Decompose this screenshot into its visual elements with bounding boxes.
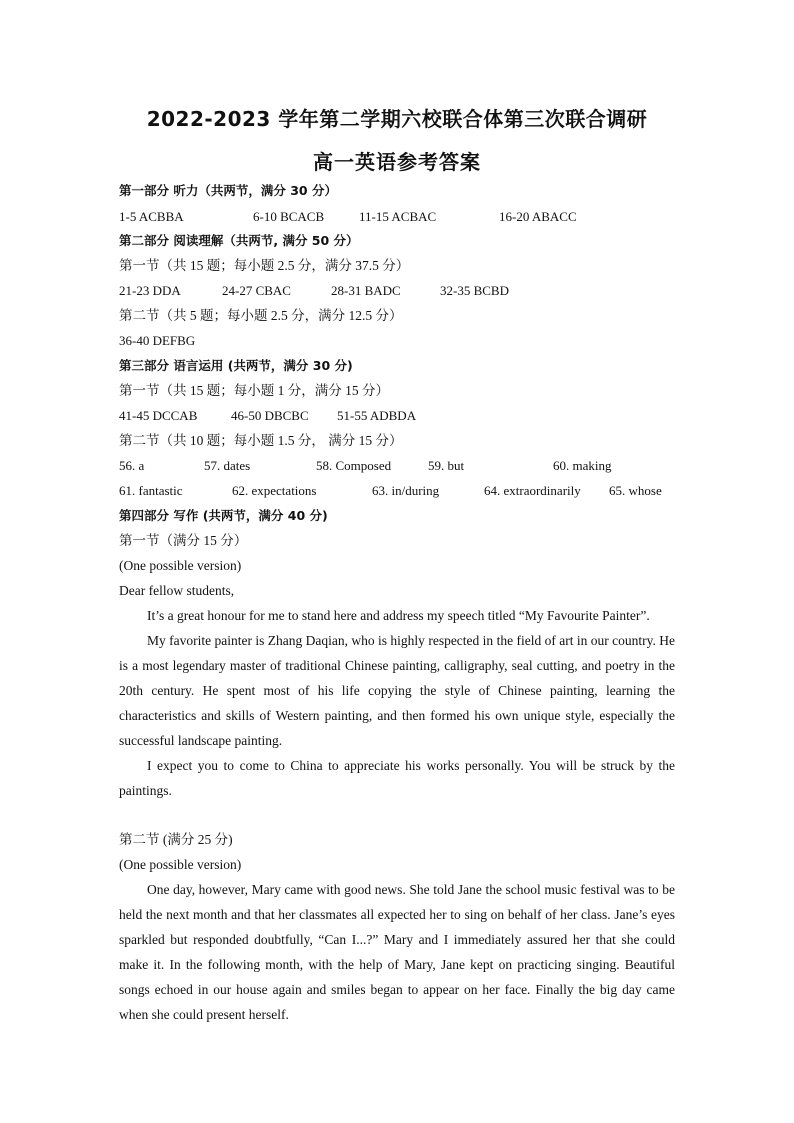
document-title: 2022-2023 学年第二学期六校联合体第三次联合调研	[146, 107, 648, 131]
part4-section1-label: 第一节（满分 15 分）	[119, 533, 248, 548]
part2-section2-label: 第二节（共 5 题；每小题 2.5 分，满分 12.5 分）	[119, 308, 403, 323]
answer-item: 62. expectations	[232, 483, 317, 498]
answer-group: 51-55 ADBDA	[337, 408, 417, 423]
answer-item: 60. making	[553, 458, 612, 473]
document-subtitle: 高一英语参考答案	[313, 150, 481, 174]
part3-answers2b-row	[119, 478, 679, 503]
essay2-paragraph: One day, however, Mary came with good news. She told Jane the school music festival was to be held the next month and that her classmates all expected her to sing on behalf of her class. Jane’s eyes sparkled but responded doubtfully, “Can I...?” Mary and I immediately assured her that she could make it. In the following month, with the help of Mary, Jane kept on practicing singing. Beautiful songs echoed in our house again and smiles began to appear on her face. Finally the big day came when she could present herself.	[119, 882, 675, 1022]
answer-group: 28-31 BADC	[331, 283, 401, 298]
essay1-paragraph: It’s a great honour for me to stand here and address my speech titled “My Favourite Painter”.	[147, 608, 650, 623]
part3-answers2a-row	[119, 453, 679, 478]
answer-group: 16-20 ABACC	[499, 209, 577, 224]
part4-version1-label: (One possible version)	[119, 558, 242, 573]
part3-answers1-row	[119, 403, 679, 428]
answer-item: 57. dates	[204, 458, 251, 473]
answer-item: 61. fantastic	[119, 483, 183, 498]
letter-greeting: Dear fellow students,	[119, 583, 235, 598]
answer-item: 58. Composed	[316, 458, 392, 473]
part1-answers-row	[119, 204, 679, 229]
part2-heading: 第二部分 阅读理解（共两节, 满分 50 分）	[119, 233, 359, 248]
part3-section1-label: 第一节（共 15 题；每小题 1 分，满分 15 分）	[119, 383, 389, 398]
answer-group: 11-15 ACBAC	[359, 209, 437, 224]
essay1-paragraph: I expect you to come to China to appreciate his works personally. You will be struck by the paintings.	[119, 758, 675, 798]
answer-item: 64. extraordinarily	[484, 483, 581, 498]
answer-group: 1-5 ACBBA	[119, 209, 184, 224]
part1-heading: 第一部分 听力（共两节，满分 30 分）	[119, 183, 337, 198]
answer-group: 6-10 BCACB	[253, 209, 325, 224]
answer-group: 46-50 DBCBC	[231, 408, 309, 423]
part4-version2-label: (One possible version)	[119, 857, 242, 872]
answer-group: 41-45 DCCAB	[119, 408, 198, 423]
part2-answers1-row	[119, 278, 679, 303]
answer-group: 36-40 DEFBG	[119, 333, 196, 348]
part2-section1-label: 第一节（共 15 题；每小题 2.5 分，满分 37.5 分）	[119, 258, 410, 273]
answer-group: 21-23 DDA	[119, 283, 181, 298]
answer-group: 24-27 CBAC	[222, 283, 291, 298]
part3-section2-label: 第二节（共 10 题；每小题 1.5 分， 满分 15 分）	[119, 433, 403, 448]
answer-item: 56. a	[119, 458, 145, 473]
part3-heading: 第三部分 语言运用 (共两节，满分 30 分)	[119, 358, 353, 373]
answer-group: 32-35 BCBD	[440, 283, 509, 298]
essay1-paragraph: My favorite painter is Zhang Daqian, who is highly respected in the field of art in our country. He is a most legendary master of traditional Chinese painting, calligraphy, seal cutting, and poetry in the 20th century. He spent most of his life copying the style of Chinese painting, learning the characteristics and skills of Western painting, and then formed his own unique style, especially the successful landscape painting.	[119, 633, 675, 748]
answer-item: 63. in/during	[372, 483, 440, 498]
answer-item: 65. whose	[609, 483, 662, 498]
part4-heading: 第四部分 写作 (共两节，满分 40 分)	[119, 508, 328, 523]
part4-section2-label: 第二节 (满分 25 分)	[119, 832, 233, 847]
answer-item: 59. but	[428, 458, 465, 473]
part2-answers2-row	[119, 328, 679, 353]
